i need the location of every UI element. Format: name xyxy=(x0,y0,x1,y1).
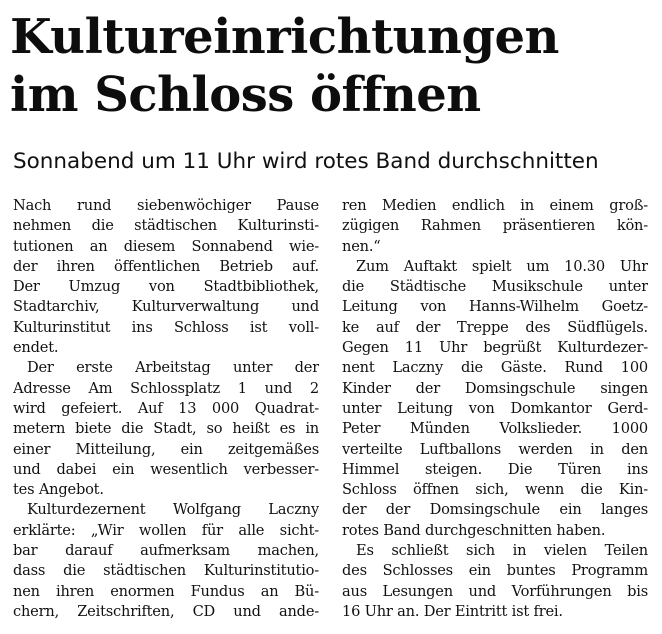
body-text-line: nent Laczny die Gäste. Rund 100 xyxy=(342,359,648,377)
body-text-line: Nach rund siebenwöchiger Pause xyxy=(13,197,319,214)
headline-line: Kultureinrichtungen xyxy=(10,9,559,65)
body-text-line: des Schlosses ein buntes Programm xyxy=(342,562,648,580)
body-text-line: Schloss öffnen sich, wenn die Kin- xyxy=(342,481,648,499)
body-text-line: die Städtische Musikschule unter xyxy=(342,278,648,296)
article-column-left xyxy=(13,196,319,622)
body-text-line: zügigen Rahmen präsentieren kön- xyxy=(342,217,648,235)
body-text-line: Kulturdezernent Wolfgang Laczny xyxy=(27,501,319,519)
body-text-line: aus Lesungen und Vorführungen bis xyxy=(342,582,648,600)
body-text-line: nehmen die städtischen Kulturinsti- xyxy=(13,217,319,235)
body-text-line: Es schließt sich in vielen Teilen xyxy=(356,542,648,560)
body-text-line: 16 Uhr an. Der Eintritt ist frei. xyxy=(342,602,563,620)
body-text-line: nen ihren enormen Fundus an Bü- xyxy=(13,582,319,600)
body-text-line: ke auf der Treppe des Südflügels. xyxy=(342,318,648,336)
body-text-line: ren Medien endlich in einem groß- xyxy=(342,197,648,214)
body-text-line: chern, Zeitschriften, CD und ande- xyxy=(13,602,319,620)
body-text-line: Stadtarchiv, Kulturverwaltung und xyxy=(13,298,319,316)
body-text-line: Kinder der Domsingschule singen xyxy=(342,379,648,397)
article-column-right xyxy=(342,196,648,622)
body-text-line: nen.“ xyxy=(342,237,381,255)
body-text-line: Gegen 11 Uhr begrüßt Kulturdezer- xyxy=(342,339,648,357)
body-text-line: endet. xyxy=(13,339,59,357)
body-text-line: der der Domsingschule ein langes xyxy=(342,501,648,519)
body-text-line: metern biete die Stadt, so heißt es in xyxy=(13,420,319,438)
body-text-line: Der Umzug von Stadtbibliothek, xyxy=(13,278,319,296)
body-text-line: unter Leitung von Domkantor Gerd- xyxy=(342,399,648,417)
body-text-line: bar darauf aufmerksam machen, xyxy=(13,542,319,560)
body-text-line: Zum Auftakt spielt um 10.30 Uhr xyxy=(356,257,648,275)
body-text-line: erklärte: „Wir wollen für alle sicht- xyxy=(13,521,319,539)
body-text-line: tutionen an diesem Sonnabend wie- xyxy=(13,237,319,255)
body-text-line: und dabei ein wesentlich verbesser- xyxy=(13,460,319,478)
body-text-line: Leitung von Hanns-Wilhelm Goetz- xyxy=(342,298,648,316)
headline-line: im Schloss öffnen xyxy=(10,67,481,123)
body-text-line: dass die städtischen Kulturinstitutio- xyxy=(13,562,319,580)
body-text-line: Adresse Am Schlossplatz 1 und 2 xyxy=(13,379,319,397)
body-text-line: wird gefeiert. Auf 13 000 Quadrat- xyxy=(13,399,319,417)
body-text-line: tes Angebot. xyxy=(13,481,104,499)
body-text-line: Peter Münden Volkslieder. 1000 xyxy=(342,420,648,438)
article-headline xyxy=(10,8,650,124)
body-text-line: der ihren öffentlichen Betrieb auf. xyxy=(13,257,319,275)
article-subheadline: Sonnabend um 11 Uhr wird rotes Band durchschnitten xyxy=(13,149,599,174)
body-text-line: einer Mitteilung, ein zeitgemäßes xyxy=(13,440,319,458)
body-text-line: verteilte Luftballons werden in den xyxy=(342,440,648,458)
body-text-line: Der erste Arbeitstag unter der xyxy=(27,359,319,377)
body-text-line: Himmel steigen. Die Türen ins xyxy=(342,460,648,478)
body-text-line: rotes Band durchgeschnitten haben. xyxy=(342,521,606,539)
body-text-line: Kulturinstitut ins Schloss ist voll- xyxy=(13,318,319,336)
